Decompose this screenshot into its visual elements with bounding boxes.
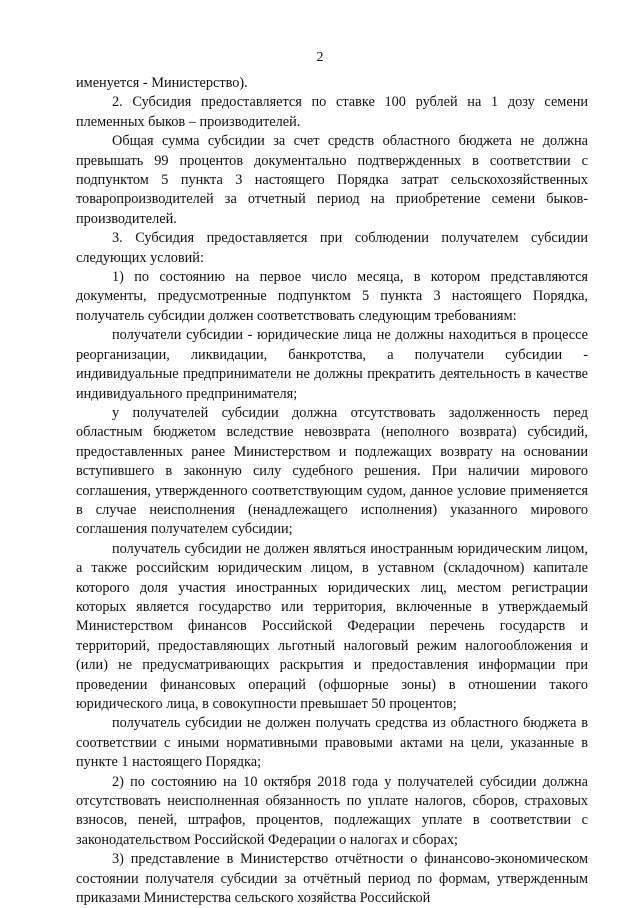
- paragraph-foreign-entity: получатель субсидии не должен являться иностранным юридическим лицом, а также российским юридическим лицом, в уставном (складочном) капитале которого доля участия иностранных юридических лиц, местом регистрации которых является государство или территория, включенные в утверждаемый Министерством финансов Российской Федерации перечень государств и территорий, предоставляющих льготный налоговый режим налогообложения и (или) не предусматривающих раскрытия и предоставления информации при проведении финансовых операций (офшорные зоны) в отношении такого юридического лица, в совокупности превышает 50 процентов;: [76, 540, 588, 712]
- paragraph-condition-1: 1) по состоянию на первое число месяца, в котором представляются документы, предусмотренные подпунктом 5 пункта 3 настоящего Порядка, получатель субсидии должен соответствовать следующим требованиям:: [76, 269, 588, 324]
- paragraph-condition-3: 3) представление в Министерство отчётности о финансово-экономическом состоянии получателя субсидии за отчётный период по формам, утвержденным приказами Министерства сельского хозяйства Российской: [76, 851, 588, 907]
- page-number: 2: [316, 50, 324, 65]
- paragraph-subsidy-total: Общая сумма субсидии за счет средств областного бюджета не должна превышать 99 процентов документально подтвержденных в соответствии с подпунктом 5 пункта 3 настоящего Порядка затрат сельскохозяйственных товаропроизводителей за отчетный период на приобретение семени быков-производителей.: [76, 133, 588, 227]
- paragraph-subsidy-rate: 2. Субсидия предоставляется по ставке 100 рублей на 1 дозу семени племенных быков – производителей.: [76, 94, 588, 130]
- paragraph-other-funds: получатель субсидии не должен получать средства из областного бюджета в соответствии с иными нормативными правовыми актами на цели, указанные в пункте 1 настоящего Порядка;: [76, 715, 588, 771]
- paragraph-debt: у получателей субсидии должна отсутствовать задолженность перед областным бюджетом вследствие невозврата (неполного возврата) субсидий, предоставленных ранее Министерством и подлежащих возврату на основании вступившего в законную силу судебного решения. При наличии мирового соглашения, утвержденного соответствующим судом, данное условие применяется в случае неисполнения (ненадлежащего исполнения) указанного мирового соглашения получателем субсидии;: [76, 404, 588, 538]
- paragraph-condition-2: 2) по состоянию на 10 октября 2018 года у получателей субсидии должна отсутствовать неисполненная обязанность по уплате налогов, сборов, страховых взносов, пеней, штрафов, процентов, подлежащих уплате в соответствии с законодательством Российской Федерации о налогах и сборах;: [76, 773, 588, 848]
- paragraph-reorganization: получатели субсидии - юридические лица не должны находиться в процессе реорганизации, ликвидации, банкротства, а получатели субсидии - индивидуальные предприниматели не должны прекратить деятельность в качестве индивидуального предпринимателя;: [76, 327, 588, 402]
- paragraph-continuation: именуется - Министерство).: [76, 75, 248, 91]
- paragraph-conditions-intro: 3. Субсидия предоставляется при соблюдении получателем субсидии следующих условий:: [76, 230, 588, 266]
- document-body: [76, 74, 588, 908]
